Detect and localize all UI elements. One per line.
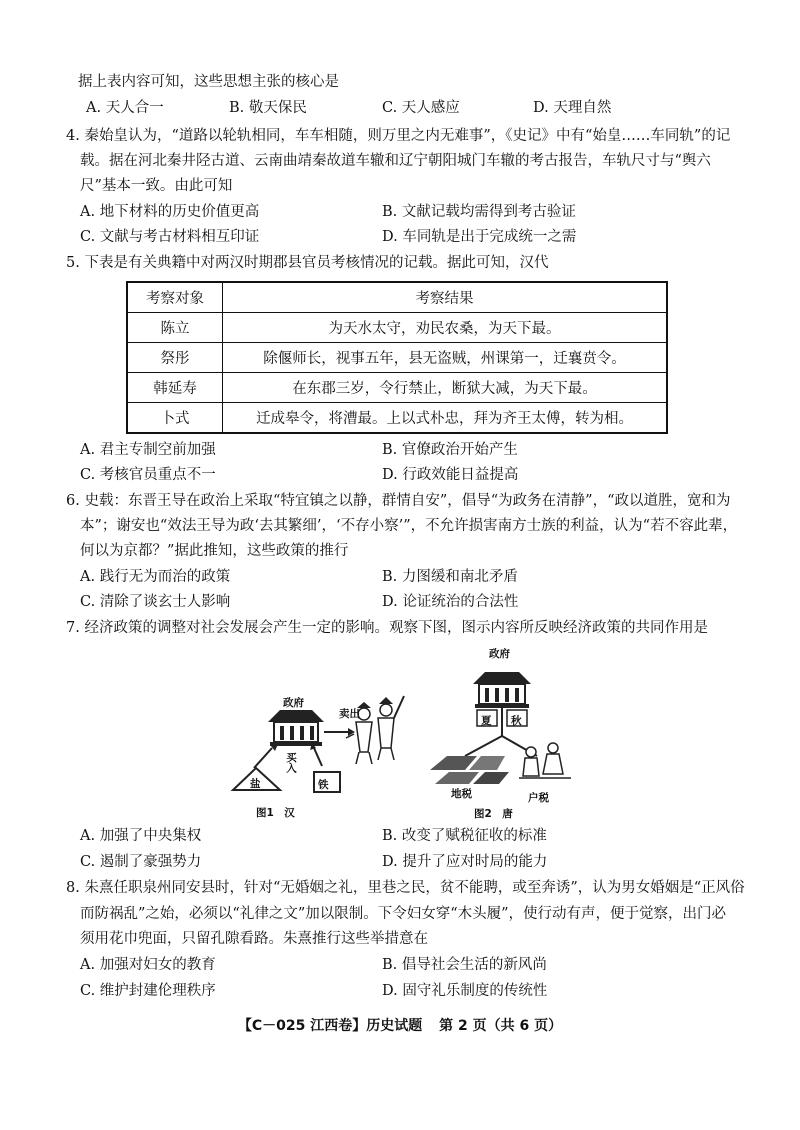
q6-stem-line-1: 6. 史载：东晋王导在政治上采取“特宜镇之以静，群情自安”，倡导“为政务在清静”，“政以道胜，宽和为 xyxy=(66,493,731,509)
fig1-sell-label: 卖出 xyxy=(339,708,360,720)
footer-page-number: 第 2 页（共 6 页） xyxy=(439,1018,563,1034)
q5-option-c: C. 考核官员重点不一 xyxy=(80,467,216,483)
q8-option-d: D. 固守礼乐制度的传统性 xyxy=(382,983,548,999)
q5-option-d: D. 行政效能日益提高 xyxy=(382,467,519,483)
q5-assessment-table xyxy=(126,281,668,434)
q7-option-d: D. 提升了应对时局的能力 xyxy=(382,854,548,870)
fig2-summer-label: 夏 xyxy=(481,715,492,727)
table-cell-name: 韩延寿 xyxy=(127,373,223,403)
fig1-buy-label: 买入 xyxy=(285,752,297,773)
q6-option-c: C. 清除了谈玄士人影响 xyxy=(80,594,231,610)
q8-option-c: C. 维护封建伦理秩序 xyxy=(80,983,216,999)
fig1-caption: 图1 汉 xyxy=(256,807,295,819)
q6-stem-line-2: 本”；谢安也“效法王导为政‘去其繁细’，‘不存小察’”，不允许损害南方士族的利益，认为“若不容此辈， xyxy=(80,518,738,534)
fig2-land-tax-label: 地税 xyxy=(451,788,472,800)
table-cell-name: 卜式 xyxy=(127,403,223,434)
q4-stem-line-2: 载。据在河北秦井陉古道、云南曲靖秦故道车辙和辽宁朝阳城门车辙的考古报告，车轨尺寸与“舆六 xyxy=(80,153,711,169)
q8-stem-line-3: 须用花巾兜面，只留孔隙看路。朱熹推行这些举措意在 xyxy=(80,931,428,947)
q4-option-d: D. 车同轨是出于完成统一之需 xyxy=(382,229,577,245)
q6-option-a: A. 践行无为而治的政策 xyxy=(80,569,231,585)
table-header-result: 考察结果 xyxy=(223,282,668,313)
fig1-government-label: 政府 xyxy=(283,697,304,709)
table-cell-result: 在东郡三岁，令行禁止，断狱大减，为天下最。 xyxy=(223,373,668,403)
q8-stem-line-1: 8. 朱熹任职泉州同安县时，针对“无婚姻之礼，里巷之民，贫不能聘，或至奔诱”，认为男女婚姻是“正风俗 xyxy=(66,880,745,896)
q4-option-a: A. 地下材料的历史价值更高 xyxy=(80,204,260,220)
table-row xyxy=(127,343,667,373)
q7-option-c: C. 遏制了豪强势力 xyxy=(80,854,202,870)
q5-option-b: B. 官僚政治开始产生 xyxy=(382,442,518,458)
q7-stem: 7. 经济政策的调整对社会发展会产生一定的影响。观察下图，图示内容所反映经济政策的共同作用是 xyxy=(66,620,708,636)
q4-stem-line-1: 4. 秦始皇认为，“道路以轮轨相同，车车相随，则万里之内无难事”，《史记》中有“始皇……车同轨”的记 xyxy=(66,128,731,144)
table-cell-result: 迁成皋令，将漕最。上以式朴忠，拜为齐王太傅，转为相。 xyxy=(223,403,668,434)
q4-option-b: B. 文献记载均需得到考古验证 xyxy=(382,204,576,220)
figure-2-tang xyxy=(425,660,575,795)
farmland-icon xyxy=(430,756,509,784)
table-cell-name: 祭彤 xyxy=(127,343,223,373)
q3-option-d: D. 天理自然 xyxy=(533,100,612,116)
q3-option-c: C. 天人感应 xyxy=(382,100,460,116)
footer-exam-title: 【C－025 江西卷】历史试题 xyxy=(237,1018,423,1034)
q3-stem: 据上表内容可知，这些思想主张的核心是 xyxy=(78,74,339,90)
table-row xyxy=(127,313,667,343)
q4-option-c: C. 文献与考古材料相互印证 xyxy=(80,229,260,245)
q4-stem-line-3: 尺”基本一致。由此可知 xyxy=(80,178,233,194)
fig2-household-tax-label: 户税 xyxy=(528,792,549,804)
q6-option-b: B. 力图缓和南北矛盾 xyxy=(382,569,518,585)
fig1-iron-label: 铁 xyxy=(318,779,329,791)
farmers-icon xyxy=(519,743,571,778)
q3-option-a: A. 天人合一 xyxy=(86,100,164,116)
q7-option-a: A. 加强了中央集权 xyxy=(80,828,202,844)
q8-stem-line-2: 而防祸乱”之始，必须以“礼律之文”加以限制。下令妇女穿“木头履”，使行动有声，便于觉察，出门必 xyxy=(80,906,727,922)
table-cell-name: 陈立 xyxy=(127,313,223,343)
fig1-salt-label: 盐 xyxy=(250,778,261,790)
q7-option-b: B. 改变了赋税征收的标准 xyxy=(382,828,547,844)
table-header-row xyxy=(127,282,667,313)
q6-stem-line-3: 何以为京都？”据此推知，这些政策的推行 xyxy=(80,543,349,559)
table-row xyxy=(127,373,667,403)
q8-option-a: A. 加强对妇女的教育 xyxy=(80,957,216,973)
q3-option-b: B. 敬天保民 xyxy=(229,100,307,116)
page-footer xyxy=(0,1015,800,1035)
table-cell-result: 除偃师长，视事五年，县无盗贼，州课第一，迁襄贲令。 xyxy=(223,343,668,373)
fig2-government-label: 政府 xyxy=(489,648,510,660)
q8-option-b: B. 倡导社会生活的新风尚 xyxy=(382,957,547,973)
table-row xyxy=(127,403,667,434)
q5-stem: 5. 下表是有关典籍中对两汉时期郡县官员考核情况的记载。据此可知，汉代 xyxy=(66,255,549,271)
government-building-icon xyxy=(473,672,531,708)
table-cell-result: 为天水太守，劝民农桑，为天下最。 xyxy=(223,313,668,343)
q5-option-a: A. 君主专制空前加强 xyxy=(80,442,216,458)
fig2-caption: 图2 唐 xyxy=(474,808,513,820)
fig2-autumn-label: 秋 xyxy=(511,715,522,727)
government-building-icon xyxy=(268,710,324,746)
q6-option-d: D. 论证统治的合法性 xyxy=(382,594,519,610)
table-header-target: 考察对象 xyxy=(127,282,223,313)
